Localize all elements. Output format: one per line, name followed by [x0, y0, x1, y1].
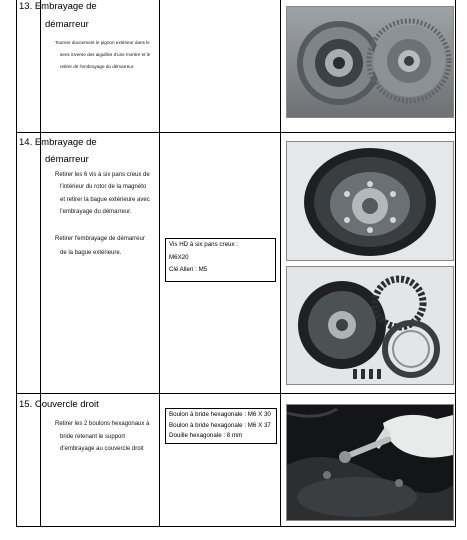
instruction-line: l'embrayage du démarreur. [60, 209, 132, 215]
spec-line: Clé Allen : M5 [169, 266, 208, 273]
step-title-continued: démarreur [45, 154, 89, 165]
magneto-rotor-photo [286, 141, 454, 261]
table-bottom-border [16, 526, 456, 527]
instruction-line: et retirer la bague extérieure avec [60, 197, 150, 203]
spec-line: Boulon à bride hexagonale : M6 X 37 [169, 422, 271, 429]
spec-line: Boulon à bride hexagonale : M6 X 30 [169, 411, 271, 418]
step-title: 14. Embrayage de [19, 137, 97, 148]
instruction-line: Retirer les 6 vis à six pans creux de [55, 172, 150, 178]
table-left-border [16, 0, 17, 527]
instruction-line: retirer de l'embrayage du démarreur. [60, 64, 135, 69]
instruction-line: Retirer les 2 boulons hexagonaux à [55, 421, 150, 427]
column-divider-text-spec [159, 0, 160, 527]
spec-box [165, 238, 276, 282]
step-title-continued: démarreur [45, 19, 89, 30]
step-number-divider [40, 0, 41, 527]
instruction-line: sens inverse des aiguilles d'une montre et le [60, 52, 151, 57]
row-divider-2 [16, 393, 456, 394]
instruction-line: d'embrayage au couvercle droit [60, 446, 144, 452]
instruction-line: de la bague extérieure. [60, 250, 122, 256]
column-divider-spec-photo [280, 0, 281, 527]
spec-line: M6X20 [169, 254, 189, 261]
step-title: 15. Couvercle droit [19, 399, 99, 410]
instruction-line: l'intérieur du rotor de la magnéto [60, 184, 147, 190]
flywheel-and-starter-gear-photo [286, 6, 454, 118]
instruction-line: Tourner doucement le pignon extérieur dans le [55, 40, 150, 45]
instruction-line: bride retenant le support [60, 434, 126, 440]
row-divider-1 [16, 132, 456, 133]
spec-line: Vis HD à six pans creux : [169, 241, 239, 248]
step-title: 13. Embrayage de [19, 1, 97, 12]
right-cover-bolts-photo [286, 404, 454, 521]
spec-line: Douille hexagonale : 8 mm [169, 432, 243, 439]
table-right-border [455, 0, 456, 527]
instruction-line: Retirer l'embrayage de démarreur [55, 236, 145, 242]
starter-clutch-parts-photo [286, 266, 454, 385]
spec-box [165, 408, 277, 444]
